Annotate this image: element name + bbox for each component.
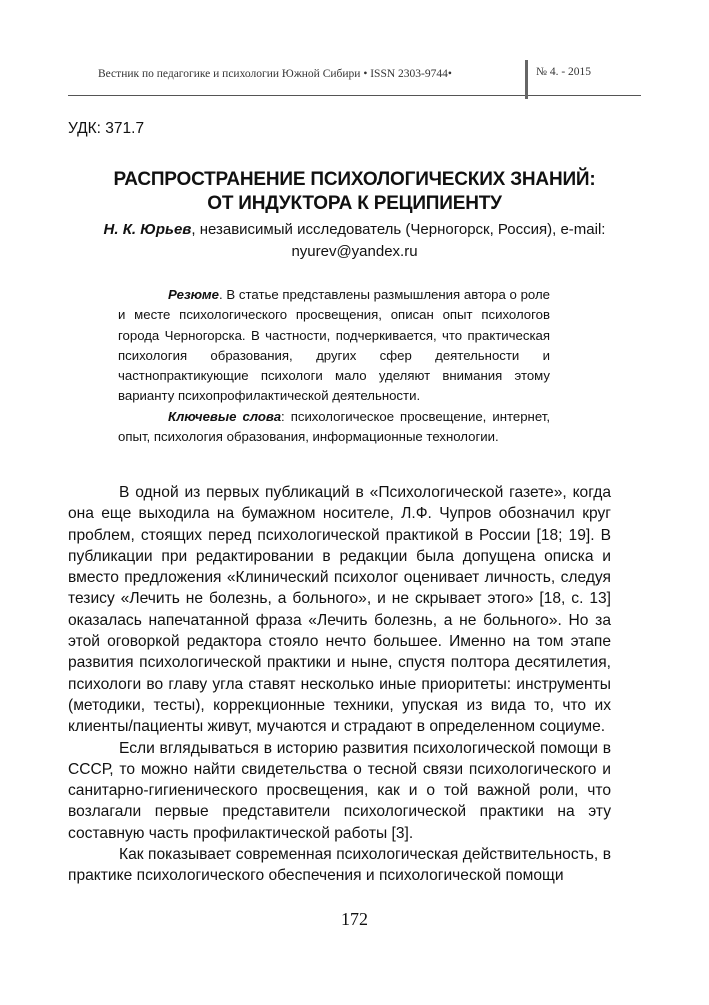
author-name: Н. К. Юрьев [103, 221, 192, 238]
abstract-label: Резюме [168, 287, 220, 302]
author-email: nyurev@yandex.ru [291, 243, 418, 260]
article-body [68, 482, 611, 887]
keywords-paragraph [118, 407, 550, 448]
page-number: 172 [341, 909, 368, 929]
author-block [68, 219, 641, 263]
issue-number: № 4. - 2015 [536, 66, 592, 78]
body-paragraph-3: Как показывает современная психологическая действительность, в практике психологического обеспечения и психологической помощи [68, 846, 611, 885]
title-line-1: РАСПРОСТРАНЕНИЕ ПСИХОЛОГИЧЕСКИХ ЗНАНИЙ: [113, 169, 596, 190]
abstract-text: . В статье представлены размышления автора о роле и месте психологического просвещения, описан опыт психологов города Черногорска. В частности, подчеркивается, что практическая психология образования, других сфер деятельности и частнопрактикующие психологи мало уделяют внимания этому варианту психопрофилактической деятельности. [118, 287, 550, 404]
abstract [118, 285, 550, 447]
abstract-paragraph [118, 285, 550, 407]
keywords-text: : психологическое просвещение, интернет, опыт, психология образования, информационные технологии. [118, 408, 550, 445]
keywords-label: Ключевые слова [168, 408, 282, 424]
journal-title: Вестник по педагогике и психологии Южной Сибири • ISSN 2303-9744• [98, 68, 452, 80]
body-paragraph-2: Если вглядываться в историю развития психологической помощи в СССР, то можно найти свидетельства о тесной связи психологического и санитарно-гигиенического просвещения, как и о той важной роли, что возлагали первые представители психологической практики на эту составную часть профилактической работы [3]. [68, 739, 611, 842]
udk-code: УДК: 371.7 [68, 120, 145, 137]
title-line-2: ОТ ИНДУКТОРА К РЕЦИПИЕНТУ [207, 193, 502, 214]
author-affiliation: , независимый исследователь (Черногорск, Россия), e-mail: [191, 221, 606, 238]
header-divider [525, 60, 528, 99]
body-paragraph-1: В одной из первых публикаций в «Психологической газете», когда она еще выходила на бумажном носителе, Л.Ф. Чупров обозначил круг проблем, стоящих перед психологической практикой в России [18; 19]. В публикации при редактировании в редакции была допущена описка и вместо предложения «Клинический психолог оценивает личность, следуя тезису «Лечить не болезнь, а больного», и не скрывает этого» [18, с. 13] оказалась напечатанной фраза «Лечить болезнь, а не больного». Но за этой оговоркой редактора стояло нечто большее. Именно на том этапе развития психологической практики и ныне, спустя полтора десятилетия, психологи во главу угла ставят несколько иные приоритеты: инструменты (методики, тесты), коррекционные техники, упуская из вида то, что их клиенты/пациенты живут, мучаются и страдают в определенном социуме. [68, 484, 611, 736]
header-rule [68, 95, 641, 96]
article-title [68, 168, 641, 216]
